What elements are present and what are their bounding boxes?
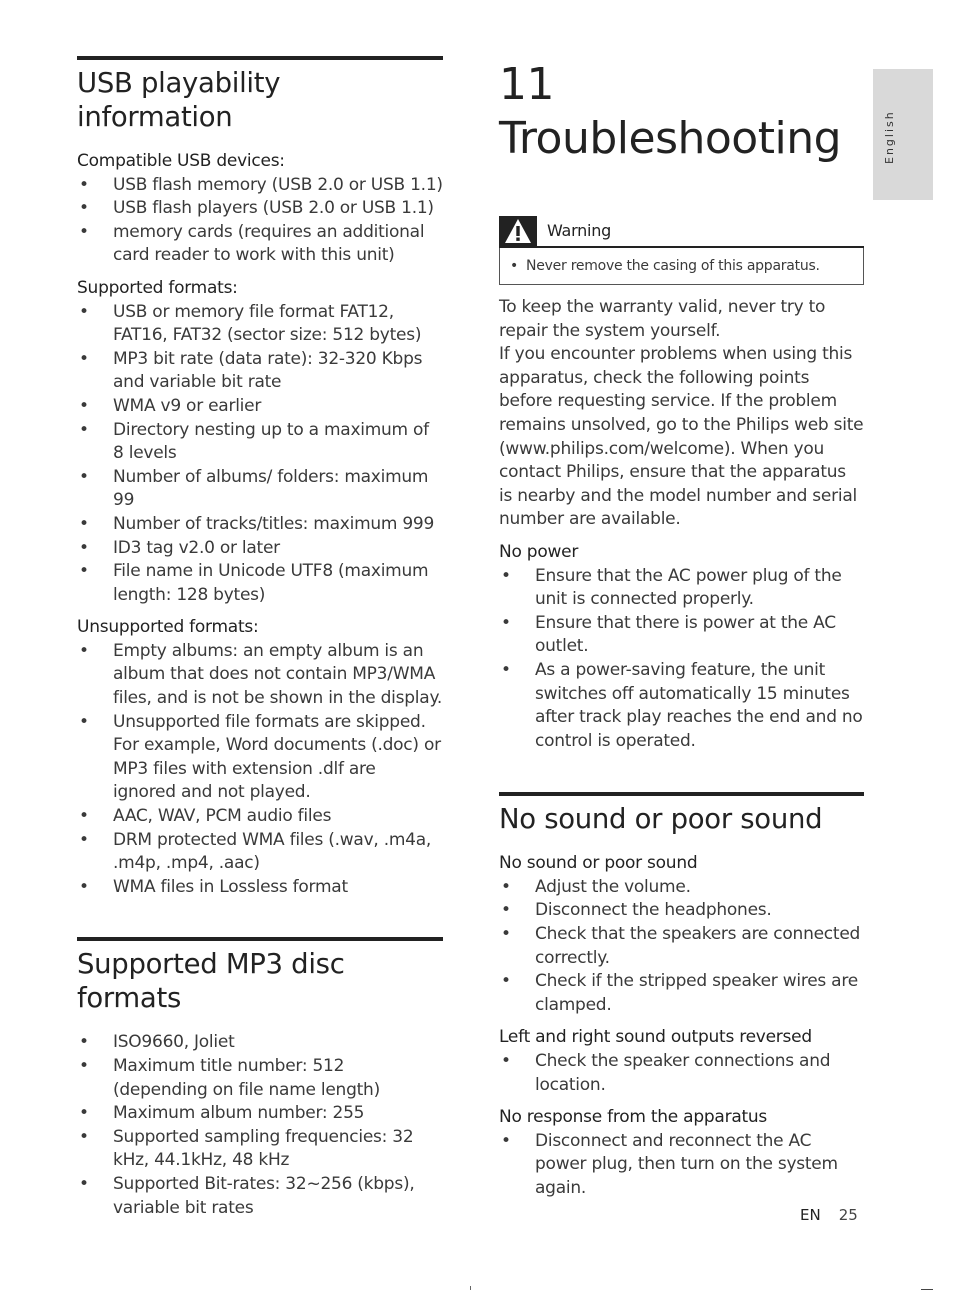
language-tab	[873, 69, 933, 200]
no-response-list	[499, 1130, 864, 1201]
compatible-heading: Compatible USB devices:	[77, 151, 285, 171]
right-column	[499, 56, 864, 1201]
list-item: • WMA files in Lossless format	[77, 876, 443, 900]
no-sound-list	[499, 876, 864, 1018]
list-item: • Maximum album number: 255	[77, 1102, 443, 1126]
unsupported-list	[77, 640, 443, 900]
no-power-list	[499, 565, 864, 754]
list-item: • MP3 bit rate (data rate): 32-320 Kbps and variable bit rate	[77, 348, 443, 395]
supported-list	[77, 301, 443, 608]
warning-label: Warning	[547, 221, 612, 241]
section-rule	[77, 937, 443, 941]
list-item: • Check that the speakers are connected correctly.	[499, 923, 864, 970]
footer-language: EN	[800, 1206, 821, 1224]
no-sound-heading: No sound or poor sound	[499, 853, 698, 874]
list-item: • Disconnect the headphones.	[499, 899, 864, 923]
center-mark	[470, 1286, 471, 1290]
left-column	[77, 56, 443, 1220]
list-item: • ID3 tag v2.0 or later	[77, 537, 443, 561]
section-rule	[499, 792, 864, 796]
warning-icon	[499, 216, 537, 246]
list-item: • USB or memory file format FAT12, FAT16, FAT32 (sector size: 512 bytes)	[77, 301, 443, 348]
section-rule	[77, 56, 443, 60]
list-item: • memory cards (requires an additional card reader to work with this unit)	[77, 221, 443, 268]
list-item: • Check the speaker connections and location.	[499, 1050, 864, 1097]
list-item: • USB flash memory (USB 2.0 or USB 1.1)	[77, 174, 443, 198]
list-item: • Number of albums/ folders: maximum 99	[77, 466, 443, 513]
list-item: • Unsupported file formats are skipped. For example, Word documents (.doc) or MP3 files with extension .dlf are ignored and not played.	[77, 711, 443, 805]
warning-body	[499, 248, 864, 285]
list-item: • AAC, WAV, PCM audio files	[77, 805, 443, 829]
reversed-heading: Left and right sound outputs reversed	[499, 1027, 812, 1048]
mp3-list	[77, 1031, 443, 1220]
list-item: • Ensure that the AC power plug of the unit is connected properly.	[499, 565, 864, 612]
list-item: • DRM protected WMA files (.wav, .m4a, .m4p, .mp4, .aac)	[77, 829, 443, 876]
compatible-list	[77, 174, 443, 268]
list-item: • USB flash players (USB 2.0 or USB 1.1)	[77, 197, 443, 221]
warning-box	[499, 216, 864, 285]
list-item: • Empty albums: an empty album is an album that does not contain MP3/WMA files, and is not be shown in the display.	[77, 640, 443, 711]
list-item: • Supported Bit-rates: 32~256 (kbps), variable bit rates	[77, 1173, 443, 1220]
chapter-title: 11 Troubleshooting	[499, 59, 842, 164]
page-footer	[800, 1206, 858, 1224]
list-item: • Adjust the volume.	[499, 876, 864, 900]
warning-header	[499, 216, 864, 246]
usb-section-title: USB playability information	[77, 67, 281, 133]
list-item: • Number of tracks/titles: maximum 999	[77, 513, 443, 537]
no-power-heading: No power	[499, 541, 579, 562]
list-item: • ISO9660, Joliet	[77, 1031, 443, 1055]
language-tab-label: English	[883, 110, 896, 164]
crop-mark	[921, 1289, 933, 1290]
list-item: • As a power-saving feature, the unit switches off automatically 15 minutes after track play reaches the end and no control is operated.	[499, 659, 864, 753]
list-item: • WMA v9 or earlier	[77, 395, 443, 419]
page-number: 25	[838, 1206, 858, 1224]
sound-section-title: No sound or poor sound	[499, 803, 823, 836]
list-item: • Check if the stripped speaker wires are clamped.	[499, 970, 864, 1017]
list-item: • Disconnect and reconnect the AC power plug, then turn on the system again.	[499, 1130, 864, 1201]
supported-heading: Supported formats:	[77, 277, 238, 298]
list-item: • Directory nesting up to a maximum of 8 levels	[77, 419, 443, 466]
intro-paragraph: If you encounter problems when using this apparatus, check the following points before requesting service. If the problem remains unsolved, go to the Philips web site (www.philips.com/welcome). When you contact Philips, ensure that the apparatus is nearby and the model number and serial number are available.	[499, 344, 864, 530]
list-item: • File name in Unicode UTF8 (maximum length: 128 bytes)	[77, 560, 443, 607]
unsupported-heading: Unsupported formats:	[77, 617, 259, 638]
list-item: • Ensure that there is power at the AC outlet.	[499, 612, 864, 659]
list-item: • Supported sampling frequencies: 32 kHz, 44.1kHz, 48 kHz	[77, 1126, 443, 1173]
intro-paragraph: To keep the warranty valid, never try to repair the system yourself.	[499, 297, 826, 341]
warning-item: • Never remove the casing of this apparatus.	[510, 256, 853, 276]
mp3-section-title: Supported MP3 disc formats	[77, 948, 345, 1015]
list-item: • Maximum title number: 512 (depending on file name length)	[77, 1055, 443, 1102]
no-response-heading: No response from the apparatus	[499, 1107, 768, 1128]
reversed-list	[499, 1050, 864, 1097]
